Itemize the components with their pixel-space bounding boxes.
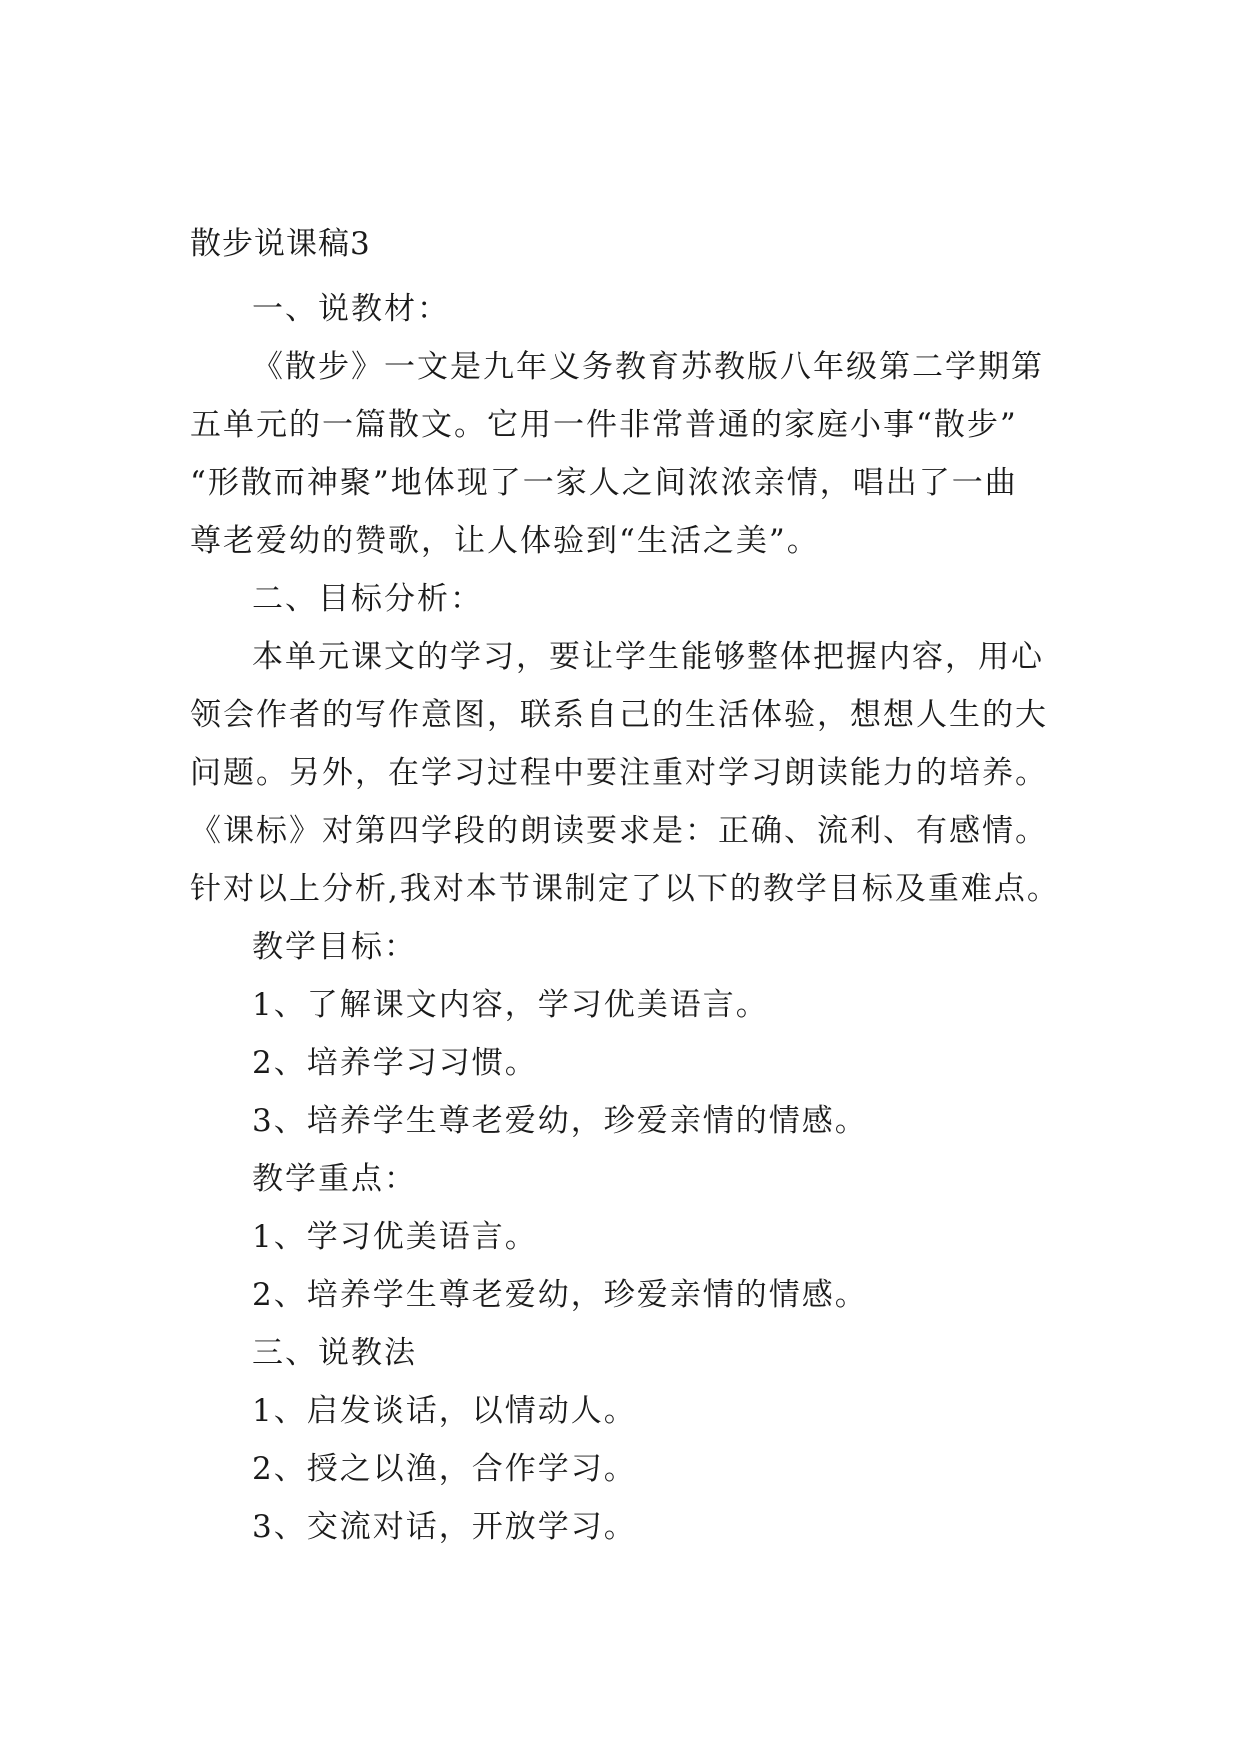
document-page [190, 222, 1070, 1556]
teaching-focus-heading: 教学重点： [252, 1161, 417, 1197]
paragraph-line: 针对以上分析,我对本节课制定了以下的教学目标及重难点。 [190, 871, 1060, 907]
list-item: 1、了解课文内容，学习优美语言。 [252, 987, 769, 1023]
paragraph-line: 本单元课文的学习，要让学生能够整体把握内容，用心 [252, 639, 1044, 675]
paragraph-line: 《散步》一文是九年义务教育苏教版八年级第二学期第 [252, 349, 1044, 385]
paragraph-line: 尊老爱幼的赞歌，让人体验到“生活之美”。 [190, 523, 820, 559]
paragraph-line: 领会作者的写作意图，联系自己的生活体验，想想人生的大 [190, 697, 1048, 733]
list-item: 2、培养学生尊老爱幼，珍爱亲情的情感。 [252, 1277, 868, 1313]
list-item: 3、交流对话，开放学习。 [252, 1509, 637, 1545]
paragraph-line: 《课标》对第四学段的朗读要求是：正确、流利、有感情。 [190, 813, 1048, 849]
paragraph-line: 问题。另外，在学习过程中要注重对学习朗读能力的培养。 [190, 755, 1048, 791]
list-item: 2、授之以渔，合作学习。 [252, 1451, 637, 1487]
paragraph-textbook [190, 338, 1070, 570]
document-title: 散步说课稿3 [190, 226, 371, 262]
list-item: 1、学习优美语言。 [252, 1219, 538, 1255]
list-item: 1、启发谈话，以情动人。 [252, 1393, 637, 1429]
section-heading-textbook: 一、说教材： [252, 291, 450, 327]
list-item: 2、培养学习习惯。 [252, 1045, 538, 1081]
paragraph-line: 五单元的一篇散文。它用一件非常普通的家庭小事“散步” [190, 407, 1018, 443]
section-heading-methods: 三、说教法 [252, 1335, 417, 1371]
paragraph-goals-analysis [190, 628, 1070, 918]
list-item: 3、培养学生尊老爱幼，珍爱亲情的情感。 [252, 1103, 868, 1139]
section-heading-goals-analysis: 二、目标分析： [252, 581, 483, 617]
paragraph-line: “形散而神聚”地体现了一家人之间浓浓亲情，唱出了一曲 [190, 465, 1018, 501]
teaching-goals-heading: 教学目标： [252, 929, 417, 965]
